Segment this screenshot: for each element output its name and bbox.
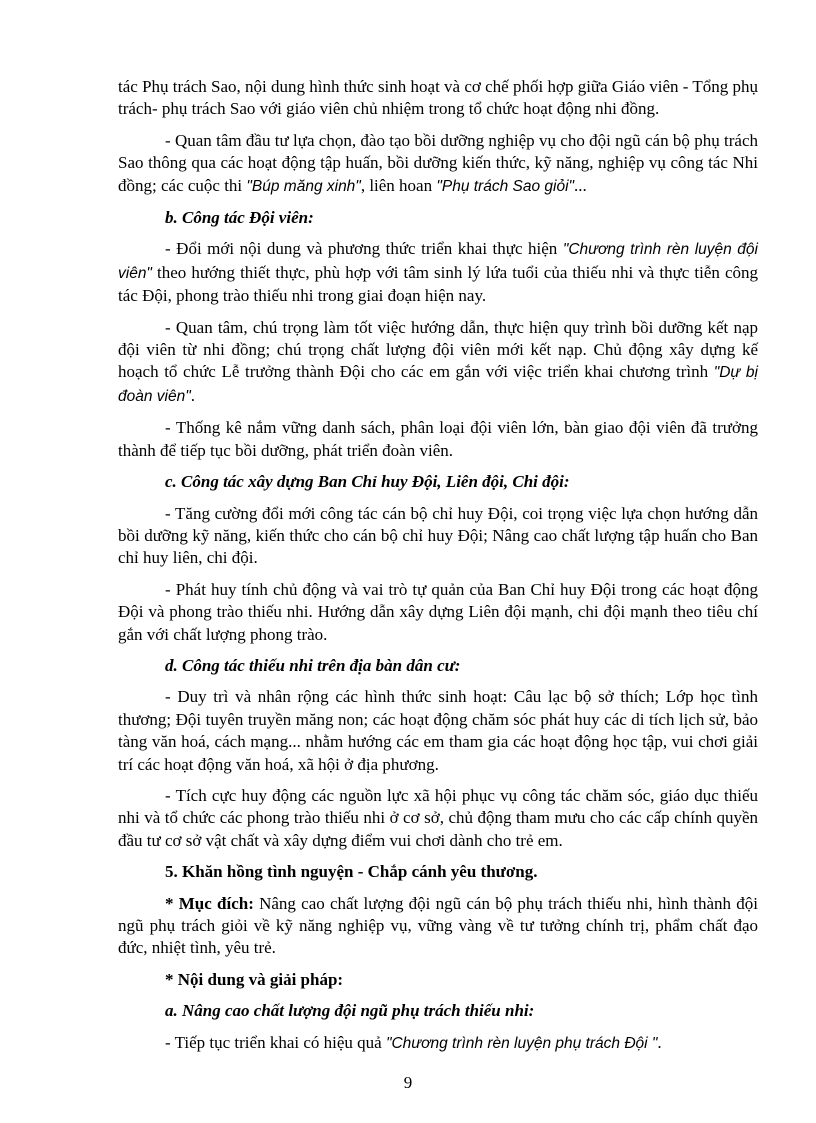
- paragraph: - Tăng cường đổi mới công tác cán bộ chỉ huy Đội, coi trọng việc lựa chọn hướng dẫn bồi dưỡng kỹ năng, kiến thức cho cán bộ chỉ huy Đội; Nâng cao chất lượng tập huấn cho Ban chỉ huy liên, chi đội.: [118, 503, 758, 568]
- text: , liên hoan: [360, 175, 437, 195]
- paragraph: [118, 317, 758, 409]
- paragraph: [118, 893, 758, 960]
- page-number: 9: [403, 1073, 413, 1092]
- text: - Đổi mới nội dung và phương thức triển khai thực hiện: [165, 239, 563, 259]
- section-heading: d. Công tác thiếu nhi trên địa bàn dân cư:: [165, 655, 461, 675]
- quote-text: "Búp măng xinh": [246, 177, 361, 195]
- quote-text: "Chương trình rèn luyện phụ trách Đội ": [385, 1034, 658, 1052]
- paragraph: - Tích cực huy động các nguồn lực xã hội phục vụ công tác chăm sóc, giáo dục thiếu nhi và tổ chức các phong trào thiếu nhi ở cơ sở, chủ động tham mưu cho các cấp chính quyền đầu tư cơ sở vật chất và xây dựng điểm vui chơi dành cho trẻ em.: [118, 785, 758, 850]
- quote-text: "Dự bị đoàn viên": [118, 364, 758, 405]
- section-heading: * Nội dung và giải pháp:: [165, 969, 344, 989]
- paragraph: [118, 238, 758, 307]
- paragraph: tác Phụ trách Sao, nội dung hình thức sinh hoạt và cơ chế phối hợp giữa Giáo viên - Tổng phụ trách- phụ trách Sao với giáo viên chủ nhiệm trong tổ chức hoạt động nhi đồng.: [118, 77, 758, 119]
- section-heading: c. Công tác xây dựng Ban Chỉ huy Đội, Liên đội, Chi đội:: [165, 472, 570, 492]
- section-heading: 5. Khăn hồng tình nguyện - Chắp cánh yêu thương.: [165, 862, 538, 882]
- text: theo hướng thiết thực, phù hợp với tâm sinh lý lứa tuổi của thiếu nhi và thực tiễn công tác Đội, phong trào thiếu nhi trong giai đoạn hiện nay.: [118, 262, 758, 306]
- text: - Tiếp tục triển khai có hiệu quả: [165, 1032, 386, 1052]
- text: - Quan tâm đầu tư lựa chọn, đào tạo bồi dưỡng nghiệp vụ cho đội ngũ cán bộ phụ trách Sao thông qua các hoạt động tập huấn, bồi dưỡng kiến thức, kỹ năng, nghiệp vụ công tác Nhi đồng; các cuộc thi: [118, 130, 758, 195]
- text: ...: [574, 175, 587, 195]
- paragraph: - Duy trì và nhân rộng các hình thức sinh hoạt: Câu lạc bộ sở thích; Lớp học tình thương; Đội tuyên truyền măng non; các hoạt động chăm sóc phát huy các di tích lịch sử, bảo tàng văn hoá, cách mạng... nhằm hướng các em tham gia các hoạt động học tập, vui chơi giải trí các hoạt động văn hoá, xã hội ở địa phương.: [118, 687, 758, 774]
- document-body: [118, 76, 758, 1064]
- text: Nâng cao chất lượng đội ngũ cán bộ phụ trách thiếu nhi, hình thành đội ngũ phụ trách giỏi về kỹ năng nghiệp vụ, vững vàng về tư tưởng chính trị, phẩm chất đạo đức, nhiệt tình, yêu trẻ.: [118, 893, 758, 958]
- quote-text: "Chương trình rèn luyện đội viên": [118, 241, 758, 282]
- text: - Quan tâm, chú trọng làm tốt việc hướng dẫn, thực hiện quy trình bồi dưỡng kết nạp đội viên từ nhi đồng; chú trọng chất lượng đội viên mới kết nạp. Chủ động xây dựng kế hoạch tổ chức Lễ trưởng thành Đội cho các em gắn với việc triển khai chương trình: [118, 317, 758, 382]
- text: .: [190, 385, 195, 405]
- label: * Mục đích:: [165, 893, 254, 913]
- paragraph: [118, 130, 758, 198]
- paragraph: - Thống kê nắm vững danh sách, phân loại đội viên lớn, bàn giao đội viên đã trưởng thành để tiếp tục bồi dưỡng, phát triển đoàn viên.: [118, 418, 758, 460]
- paragraph: - Phát huy tính chủ động và vai trò tự quản của Ban Chỉ huy Đội trong các hoạt động Đội và phong trào thiếu nhi. Hướng dẫn xây dựng Liên đội mạnh, chi đội mạnh theo tiêu chí gắn với chất lượng phong trào.: [118, 579, 758, 644]
- text: .: [657, 1032, 662, 1052]
- paragraph: [118, 1032, 758, 1055]
- section-heading: b. Công tác Đội viên:: [165, 208, 314, 228]
- section-heading: a. Nâng cao chất lượng đội ngũ phụ trách thiếu nhi:: [165, 1001, 535, 1021]
- quote-text: "Phụ trách Sao giỏi": [436, 177, 575, 195]
